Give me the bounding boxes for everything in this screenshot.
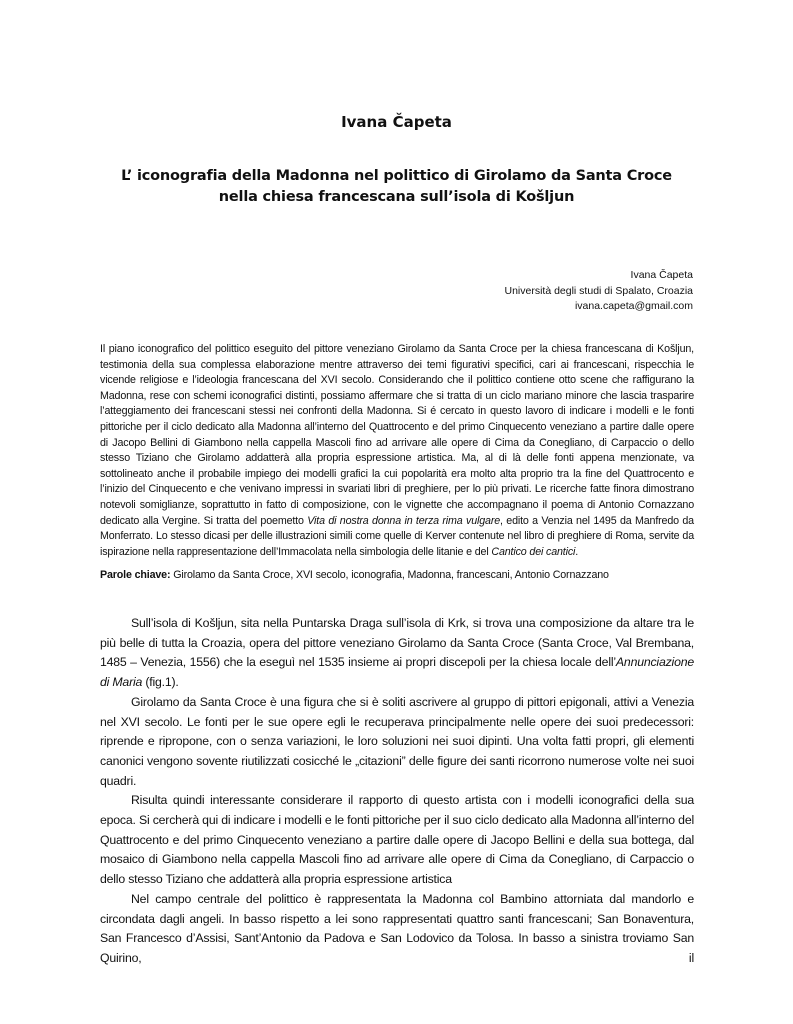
affiliation-email[interactable]: ivana.capeta@gmail.com (574, 300, 693, 312)
body-paragraph-4: Nel campo centrale del polittico è rappresentata la Madonna col Bambino attorniata dal mandorlo e circondata dagli angeli. In basso rispetto a lei sono rappresentati quattro santi francescani; San Bonaventura, San Francesco d’Assisi, Sant’Antonio da Padova e San Lodovico da Tolosa. In basso a sinistra troviamo San Quirino, il (100, 891, 694, 965)
body-paragraph-1 (100, 614, 694, 693)
abstract-text-3: . (575, 545, 579, 558)
body-paragraph-2: Girolamo da Santa Croce è una figura che si è soliti ascrivere al gruppo di pittori epigonali, attivi a Venezia nel XVI secolo. Le fonti per le sue opere egli le recuperava principalmente nelle opere dei suoi predecessori: riprende e ripropone, con o senza variazioni, le loro soluzioni nei suoi dipinti. Una volta fatti propri, gli elementi canonici vengono sovente riutilizzati cosicché le „citazioni” delle figure dei santi ricorrono numerose volte nei suoi quadri. (100, 694, 694, 788)
paper-title: L’ iconografia della Madonna nel polittico di Girolamo da Santa Croce nella chiesa francescana sull’isola di Košljun (121, 168, 672, 205)
abstract-text-1: Il piano iconografico del polittico eseguito del pittore veneziano Girolamo da Santa Croce per la chiesa francescana di Košljun, testimonia della sua complessa elaborazione mentre attraverso dei temi figurativi specifici, cari ai francescani, rispecchia le vicende religiose e l’ideologia francescana del XVI secolo. Considerando che il polittico contiene otto scene che raffigurano la Madonna, rese con schemi iconografici distinti, possiamo affermare che si tratta di un ciclo mariano minore che lascia trasparire l’atteggiamento dei francescani stessi nei confronti della Madonna. Si é cercato in questo lavoro di indicare i modelli e le fonti pittoriche per il ciclo dedicato alla Madonna all’interno del Quattrocento e del primo Cinquecento veneziano a partire dalle opere di Jacopo Bellini di Giambono nella cappella Mascoli fino ad arrivare alle opere di Cima da Conegliano, di Carpaccio o dello stesso Tiziano che Girolamo addatterà alla propria espressione artistica. Ma, al di là delle fonti appena menzionate, va sottolineato anche il probabile impiego dei modelli grafici la cui popolarità era molto alta proprio tra la fine del Quattrocento e l’inizio del Cinquecento e che venivano impressi in svariati libri di preghiere, per lo più privati. Le ricerche fatte finora dimostrano notevoli somiglianze, soprattutto in fatto di composizione, con le vignette che accompagnano il poema di Antonio Cornazzano dedicato alla Vergine. Si tratta del poemetto (100, 343, 694, 527)
abstract (100, 342, 694, 560)
keywords-label: Parole chiave: (100, 569, 171, 581)
author-affiliation (504, 268, 693, 315)
body-p1-text-end: (fig.1). (142, 675, 179, 690)
affiliation-name: Ivana Čapeta (630, 269, 693, 281)
keywords-text: Girolamo da Santa Croce, XVI secolo, iconografia, Madonna, francescani, Antonio Cornazzano (170, 569, 609, 581)
affiliation-institution: Università degli studi di Spalato, Croazia (504, 284, 693, 297)
abstract-italic-2: Cantico dei cantici (491, 545, 576, 558)
body-paragraph-3: Risulta quindi interessante considerare il rapporto di questo artista con i modelli iconografici della sua epoca. Si cercherà qui di indicare i modelli e le fonti pittoriche per il suo ciclo dedicato alla Madonna all’interno del Quattrocento e del primo Cinquecento veneziano a partire dalle opere di Jacopo Bellini e della sua bottega, dal mosaico di Giambono nella cappella Mascoli fino ad arrivare alle opere di Cima da Conegliano, di Carpaccio o dello stesso Tiziano che addatterà alla propria espressione artistica (100, 793, 694, 887)
body-text (100, 614, 694, 969)
author-heading: Ivana Čapeta (341, 113, 452, 131)
abstract-text-2: , edito a Venzia nel 1495 da Manfredo da Monferrato. Lo stesso dicasi per delle illustrazioni simili come quelle di Kerver contenute nel libro di preghiere di Roma, servite da ispirazione nella rappresentazione dell’Immacolata nella simbologia delle litanie e del (100, 514, 694, 558)
body-p1-italic: Annunciazione di Maria (100, 655, 694, 690)
abstract-italic-1: Vita di nostra donna in terza rima vulgare (307, 514, 501, 527)
keywords (100, 568, 694, 584)
body-p1-text: Sull’isola di Košljun, sita nella Puntarska Draga sull’isola di Krk, si trova una composizione da altare tra le più belle di tutta la Croazia, opera del pittore veneziano Girolamo da Santa Croce (Santa Croce, Val Brembana, 1485 – Venezia, 1556) che la eseguì nel 1535 insieme ai propri discepoli per la chiesa locale dell’ (100, 616, 694, 670)
